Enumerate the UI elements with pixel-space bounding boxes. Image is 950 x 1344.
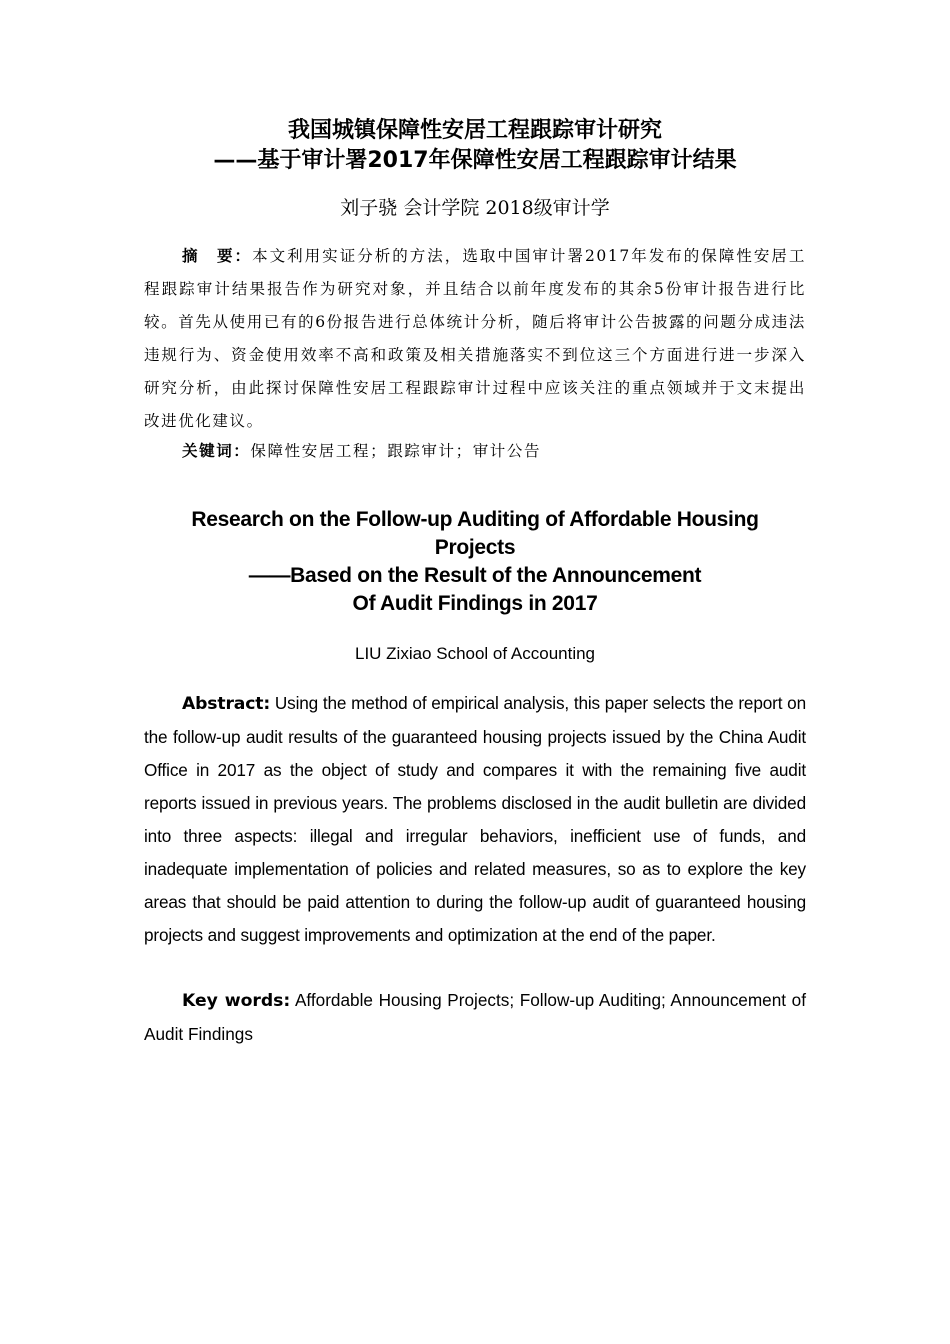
chinese-abstract-label: 摘 要： xyxy=(182,247,253,265)
chinese-author-line: 刘子骁 会计学院 2018级审计学 xyxy=(340,197,610,219)
english-keywords xyxy=(144,984,806,1051)
chinese-keywords-text: 保障性安居工程；跟踪审计；审计公告 xyxy=(250,442,542,460)
chinese-subtitle: ——基于审计署2017年保障性安居工程跟踪审计结果 xyxy=(213,148,737,173)
chinese-abstract-text: 本文利用实证分析的方法，选取中国审计署2017年发布的保障性安居工程跟踪审计结果报告作为研究对象，并且结合以前年度发布的其余5份审计报告进行比较。首先从使用已有的6份报告进行总体统计分析，随后将审计公告披露的问题分成违法违规行为、资金使用效率不高和政策及相关措施落实不到位这三个方面进行进一步深入研究分析，由此探讨保障性安居工程跟踪审计过程中应该关注的重点领域并于文末提出改进优化建议。 xyxy=(144,247,807,430)
english-abstract-text: Using the method of empirical analysis, this paper selects the report on the follow-up audit results of the guaranteed housing projects issued by the China Audit Office in 2017 as the object of study and compares it with the remaining five audit reports issued in previous years. The problems disclosed in the audit bulletin are divided into three aspects: illegal and irregular behaviors, inefficient use of funds, and inadequate implementation of policies and related measures, so as to explore the key areas that should be paid attention to during the follow-up audit of guaranteed housing projects and suggest improvements and optimization at the end of the paper. xyxy=(144,693,806,945)
english-title-line-2: Projects xyxy=(434,536,516,559)
english-subtitle-line-2: Of Audit Findings in 2017 xyxy=(352,592,598,615)
english-keywords-text: Affordable Housing Projects; Follow-up Auditing; Announcement of Audit Findings xyxy=(144,990,806,1044)
chinese-abstract xyxy=(144,240,806,438)
english-author-line: LIU Zixiao School of Accounting xyxy=(354,644,596,663)
english-abstract-label: Abstract: xyxy=(182,694,271,714)
english-keywords-label: Key words: xyxy=(182,991,291,1011)
chinese-keywords-label: 关键词： xyxy=(182,442,251,460)
chinese-keywords xyxy=(144,435,806,468)
english-title-line-1: Research on the Follow-up Auditing of Affordable Housing xyxy=(191,508,759,531)
english-subtitle-line-1: ——Based on the Result of the Announcement xyxy=(248,564,702,587)
english-title xyxy=(130,506,820,618)
chinese-title: 我国城镇保障性安居工程跟踪审计研究 xyxy=(287,118,662,143)
english-abstract xyxy=(144,687,806,952)
